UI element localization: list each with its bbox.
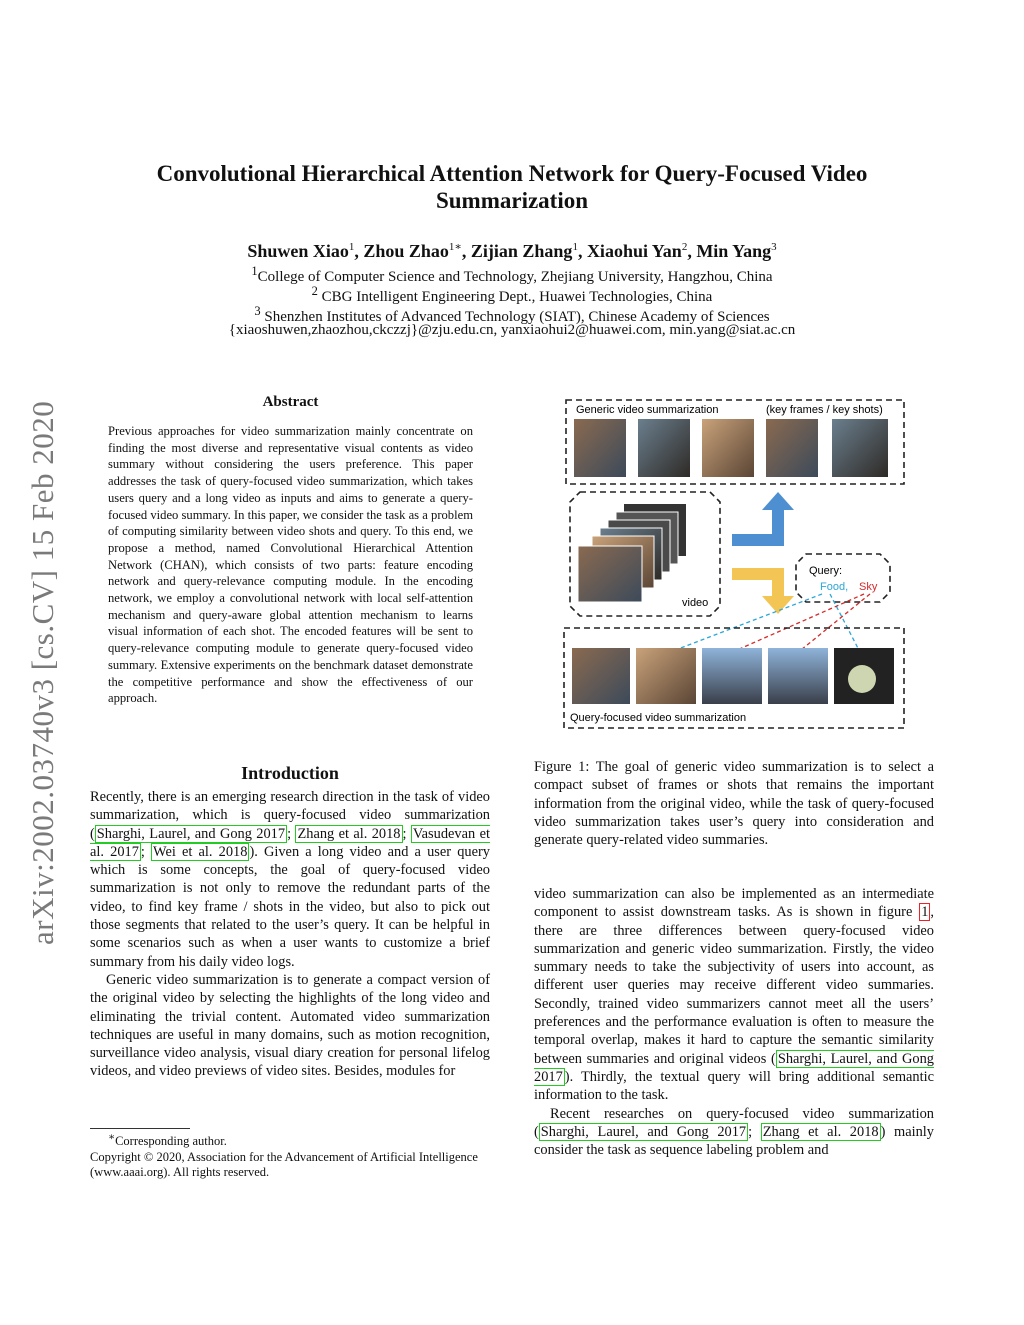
keyframe-thumbnail xyxy=(766,419,818,477)
author: Zhou Zhao xyxy=(363,241,449,261)
author-sup: 2 xyxy=(681,241,688,253)
citation-link[interactable]: Sharghi, Laurel, and Gong 2017 xyxy=(534,1050,934,1085)
summary-thumbnail xyxy=(768,648,828,704)
query-focused-summary-label: Query-focused video summarization xyxy=(570,712,747,724)
intro-paragraph-2: Generic video summarization is to generate a compact version of the original video by selecting the highlights of the long video and eliminating the trivial content. Automated video summarization techniques are useful in many domains, such as motion recognition, surveillance video analysis, visual diary creation for personal lifelog videos, and video previews of video sites. Besides, modules for xyxy=(90,971,490,1080)
text: Recently, there is an emerging research direction in the task of video summarization, which is query-focused video summarization ( xyxy=(90,789,490,842)
text: Corresponding author. xyxy=(115,1134,227,1149)
query-label: Query: xyxy=(809,565,843,577)
food-link xyxy=(830,594,862,656)
query-sky: Sky xyxy=(859,581,878,593)
citation-link[interactable]: Wei et al. 2018 xyxy=(153,843,248,860)
right-paragraph-1 xyxy=(534,885,934,1105)
query-food: Food, xyxy=(820,581,849,593)
title-line-1: Convolutional Hierarchical Attention Network for Query-Focused Video xyxy=(156,161,868,186)
author-emails: {xiaoshuwen,zhaozhou,ckczzj}@zju.edu.cn, yanxiaohui2@huawei.com, min.yang@siat.ac.cn xyxy=(228,322,796,338)
author: Shuwen Xiao xyxy=(247,241,349,261)
footnotes xyxy=(90,1130,490,1181)
title-line-2: Summarization xyxy=(435,188,589,213)
intro-paragraph-1 xyxy=(90,788,490,971)
abstract-heading: Abstract xyxy=(262,394,319,410)
text: ; xyxy=(748,1123,761,1140)
aff-sup: 1 xyxy=(251,264,258,278)
author-sup: 1 xyxy=(572,241,578,253)
author-sup: 1∗ xyxy=(448,241,462,253)
sky-link xyxy=(728,594,864,654)
abstract-text: Previous approaches for video summarization mainly concentrate on finding the most diverse and representative visual contents as video summary without considering the users preference. This paper addresses the task of query-focused video summarization, which takes users query and a long video as inputs and aims to generate a query-focused video summary. In this paper, we consider the task as a problem of computing similarity between video shots and query. To this end, we propose a method, named Convolutional Hierarchical Attention Network (CHAN), which consists of two parts: feature encoding network and query-relevance computing module. In the encoding network, we employ a convolutional network with local self-attention mechanism and query-aware global attention mechanism to learns visual information of each shot. The encoded features will be sent to query-relevance computing module to generate query-focused video summary. Extensive experiments on the benchmark dataset demonstrate the competitive performance and show the effectiveness of our approach. xyxy=(108,424,473,706)
text: ; xyxy=(140,843,152,860)
text: video summarization can also be implemented as an intermediate component to assist downstream tasks. As is shown in figure xyxy=(534,886,934,921)
summary-thumbnail xyxy=(702,648,762,704)
key-frames-label: (key frames / key shots) xyxy=(766,404,883,416)
author-list: Shuwen Xiao$^1$, Zhou Zhao$^{1∗}$, Zijian Zhang$^1$, Xiaohui Yan$^2$, Min Yang$^3$ xyxy=(247,241,777,261)
text: , there are three differences between query-focused video summarization and generic video summarization. Firstly, the video summary needs to take the subjectivity of users into account, as different user queries may receive different video summaries. Secondly, trained video summarizers cannot meet all the users’ preferences and the performance evaluation is often to measure the temporal overlap, makes it hard to capture the semantic similarity between summaries and original videos ( xyxy=(534,904,934,1067)
citation-link[interactable]: Zhang et al. 2018 xyxy=(762,1123,879,1140)
author: Xiaohui Yan xyxy=(586,241,682,261)
author: Min Yang xyxy=(696,241,772,261)
introduction-heading: Introduction xyxy=(241,763,339,783)
video-frame xyxy=(578,546,642,602)
citation-link[interactable]: Zhang et al. 2018 xyxy=(297,825,401,842)
video-label: video xyxy=(682,597,709,609)
right-column-body xyxy=(534,885,934,1159)
summary-thumbnail xyxy=(636,648,696,704)
aff-text: Shenzhen Institutes of Advanced Technology (SIAT), Chinese Academy of Sciences xyxy=(264,309,770,325)
query-box xyxy=(796,554,890,602)
citation-link[interactable]: Sharghi, Laurel, and Gong 2017 xyxy=(96,825,286,842)
footnote-corresponding xyxy=(90,1130,490,1150)
keyframe-thumbnail xyxy=(638,419,690,477)
keyframe-thumbnail xyxy=(702,419,754,477)
generic-arrow xyxy=(732,492,794,546)
right-paragraph-2 xyxy=(534,1105,934,1160)
figure-ref-link[interactable]: 1 xyxy=(921,904,929,921)
summary-thumbnail xyxy=(572,648,630,704)
figure-1-diagram xyxy=(560,394,910,739)
text: ). Thirdly, the textual query will bring additional semantic information to the task. xyxy=(534,1068,934,1104)
arxiv-identifier: arXiv:2002.03740v3 [cs.CV] 15 Feb 2020 xyxy=(25,400,60,945)
footnote-rule xyxy=(90,1128,190,1129)
sky-link xyxy=(796,594,870,654)
food-bowl xyxy=(848,665,876,693)
citation-link[interactable]: Vasudevan et al. 2017 xyxy=(90,825,490,860)
query-arrow xyxy=(732,568,794,614)
keyframe-thumbnail xyxy=(574,419,626,477)
aff-text: CBG Intelligent Engineering Dept., Huawei Technologies, China xyxy=(321,289,713,305)
aff-text: College of Computer Science and Technology, Zhejiang University, Hangzhou, China xyxy=(257,269,773,285)
author-sup: 3 xyxy=(771,241,777,253)
citation-link[interactable]: Sharghi, Laurel, and Gong 2017 xyxy=(540,1123,747,1140)
generic-summary-label: Generic video summarization xyxy=(576,404,719,416)
text: ; xyxy=(402,825,411,842)
author-sup: 1 xyxy=(348,241,355,253)
aff-sup: 2 xyxy=(311,284,318,298)
text: ) mainly consider the task as sequence labeling problem and xyxy=(534,1123,934,1159)
paper-title xyxy=(90,160,934,214)
copyright-notice: Copyright © 2020, Association for the Advancement of Artificial Intelligence (www.aaai.org). All rights reserved. xyxy=(90,1149,478,1180)
text: ; xyxy=(287,825,296,842)
footnote-mark: ∗ xyxy=(108,1132,116,1143)
keyframe-thumbnail xyxy=(832,419,888,477)
aff-sup: 3 xyxy=(254,304,261,318)
text: ). Given a long video and a user query which is some concepts, the goal of query-focused video summarization is not only to remove the redundant parts of the video, to find key frame / shots in the video, but also to pick out those segments that related to the user’s query. It can be helpful in some scenarios such as when a user wants to customize a brief summary from his daily video logs. xyxy=(90,843,490,970)
introduction-body xyxy=(90,788,490,1081)
author: Zijian Zhang xyxy=(470,241,573,261)
text: Recent researches on query-focused video summarization ( xyxy=(534,1105,934,1140)
figure-1-caption: Figure 1: The goal of generic video summarization is to select a compact subset of frames or shots that remains the important information from the original video, while the task of query-focused video summarization takes user’s query into consideration and generate query-related video summaries. xyxy=(534,759,934,849)
